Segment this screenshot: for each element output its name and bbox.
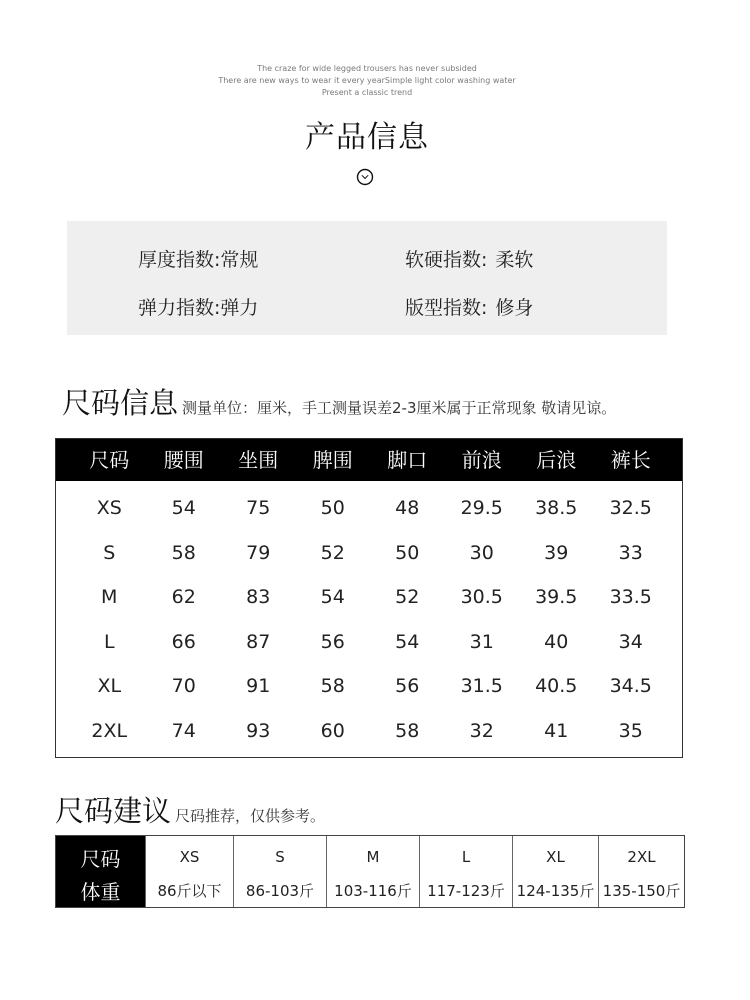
recommend-weight: 103-116斤 (334, 882, 412, 900)
table-cell: 70 (171, 675, 196, 697)
table-cell: 52 (320, 541, 345, 564)
recommend-size: S (275, 848, 285, 866)
recommend-column (145, 836, 233, 907)
recommend-column (419, 836, 512, 907)
table-cell: 38.5 (535, 497, 578, 519)
fit-index: 版型指数: 修身 (405, 297, 534, 319)
recommend-size: L (461, 848, 471, 866)
header-cell: 坐围 (238, 448, 279, 472)
header-cell: 腰围 (163, 448, 204, 472)
row-label-size: 尺码 (80, 847, 121, 871)
table-cell: 50 (395, 541, 420, 564)
size-recommend-table (55, 835, 685, 908)
recommend-size: 2XL (627, 848, 656, 866)
tagline-line: There are new ways to wear it every yearSimple light color washing water (218, 76, 516, 85)
table-cell: 74 (171, 719, 196, 742)
recommend-weight: 117-123斤 (427, 882, 505, 900)
thickness-index: 厚度指数:常规 (138, 249, 259, 271)
table-row (56, 575, 682, 619)
table-cell: 32 (469, 719, 494, 742)
size-table (55, 438, 683, 758)
tagline-line: The craze for wide legged trousers has never subsided (257, 64, 477, 73)
table-cell: 34 (618, 630, 643, 653)
recommend-weight: 124-135斤 (516, 882, 595, 900)
softness-index: 软硬指数: 柔软 (405, 249, 534, 271)
table-cell: XL (97, 675, 122, 697)
table-cell: 39 (544, 541, 569, 564)
size-recommend-heading (55, 789, 325, 830)
table-row (56, 486, 682, 530)
recommend-size: XL (546, 848, 565, 866)
table-cell: L (103, 630, 115, 653)
row-label-weight: 体重 (80, 880, 121, 904)
table-cell: 31.5 (460, 675, 503, 697)
product-info-title: 产品信息 (305, 120, 429, 155)
table-cell: 54 (171, 497, 196, 519)
table-cell: 56 (320, 630, 345, 653)
header-cell: 脚口 (387, 448, 428, 472)
table-row (56, 620, 682, 664)
recommend-size: XS (179, 848, 200, 866)
size-recommend-title: 尺码建议 (55, 794, 172, 828)
table-cell: 91 (246, 675, 271, 697)
table-cell: 93 (246, 719, 271, 742)
size-info-title: 尺码信息 (62, 386, 179, 420)
recommend-weight: 86-103斤 (245, 882, 315, 900)
table-cell: M (101, 586, 118, 608)
table-cell: 48 (395, 497, 420, 519)
table-cell: 58 (395, 719, 420, 742)
table-cell: 58 (320, 675, 345, 697)
elasticity-index: 弹力指数:弹力 (138, 297, 259, 319)
size-table-header (56, 439, 682, 481)
recommend-column (326, 836, 419, 907)
table-cell: S (103, 541, 116, 564)
table-cell: 50 (320, 497, 345, 519)
header-cell: 前浪 (461, 448, 502, 472)
header-cell: 脾围 (312, 448, 353, 472)
table-row (56, 531, 682, 575)
table-cell: 30 (469, 541, 494, 564)
table-cell: 30.5 (460, 586, 503, 608)
table-cell: 33 (618, 541, 643, 564)
recommend-row-labels (56, 836, 145, 907)
table-cell: 40.5 (535, 675, 578, 697)
table-cell: 60 (320, 719, 345, 742)
size-recommend-note: 尺码推荐，仅供参考。 (175, 807, 326, 825)
table-cell: 75 (246, 497, 271, 519)
header-cell: 裤长 (610, 448, 651, 472)
table-cell: 79 (246, 541, 271, 564)
recommend-weight: 86斤以下 (157, 882, 222, 900)
table-cell: 2XL (91, 719, 128, 742)
chevron-down-circle-icon (356, 168, 374, 186)
table-cell: 54 (320, 586, 345, 608)
table-cell: 32.5 (609, 497, 652, 519)
table-cell: 31 (469, 630, 494, 653)
size-info-note: 测量单位：厘米，手工测量误差2-3厘米属于正常现象 敬请见谅。 (182, 399, 617, 417)
table-cell: 83 (246, 586, 271, 608)
table-cell: 41 (544, 719, 569, 742)
table-cell: XS (96, 497, 122, 519)
tagline-line: Present a classic trend (321, 88, 413, 97)
table-row (56, 664, 682, 708)
product-info-box (67, 221, 667, 335)
recommend-weight: 135-150斤 (602, 882, 681, 900)
table-cell: 62 (171, 586, 196, 608)
table-cell: 54 (395, 630, 420, 653)
size-info-heading (62, 381, 616, 422)
table-cell: 35 (618, 719, 643, 742)
tagline (0, 63, 734, 99)
header-cell: 后浪 (536, 448, 577, 472)
recommend-column (233, 836, 326, 907)
table-cell: 40 (544, 630, 569, 653)
table-cell: 33.5 (609, 586, 652, 608)
table-cell: 39.5 (535, 586, 578, 608)
table-cell: 87 (246, 630, 271, 653)
recommend-column (598, 836, 684, 907)
recommend-size: M (366, 848, 380, 866)
recommend-column (512, 836, 598, 907)
table-cell: 56 (395, 675, 420, 697)
header-cell: 尺码 (89, 448, 130, 472)
table-cell: 29.5 (460, 497, 503, 519)
table-cell: 58 (171, 541, 196, 564)
table-cell: 52 (395, 586, 420, 608)
table-cell: 34.5 (609, 675, 652, 697)
table-row (56, 709, 682, 753)
table-cell: 66 (171, 630, 196, 653)
